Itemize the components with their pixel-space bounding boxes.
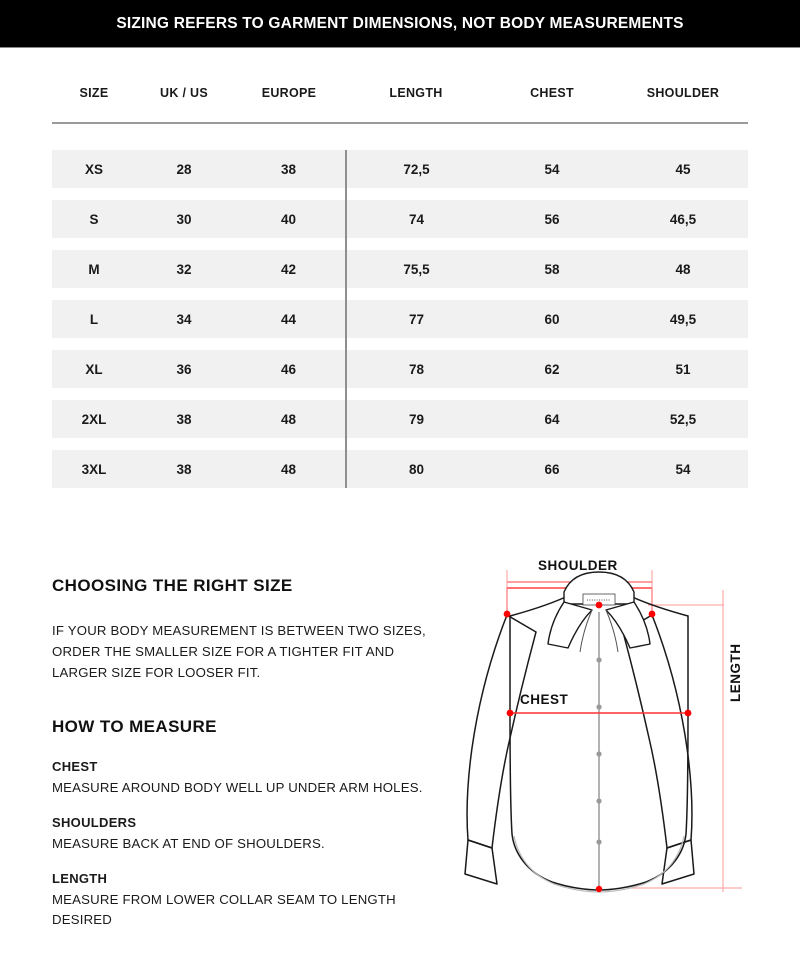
collar-point-left — [548, 602, 592, 648]
cell-length: 80 — [346, 450, 486, 488]
cell-uk-us: 38 — [136, 400, 232, 438]
cell-europe: 48 — [232, 450, 346, 488]
row-spacer — [52, 388, 748, 400]
cell-length: 77 — [346, 300, 486, 338]
cell-uk-us: 30 — [136, 200, 232, 238]
header-divider-line — [52, 122, 748, 124]
measure-desc-shoulders: MEASURE BACK AT END OF SHOULDERS. — [52, 836, 325, 851]
cell-size: XL — [52, 350, 136, 388]
table-row — [52, 450, 748, 488]
cell-chest: 64 — [486, 400, 618, 438]
cell-size: XS — [52, 150, 136, 188]
cell-shoulder: 46,5 — [618, 200, 748, 238]
diagram-label-chest: CHEST — [520, 692, 569, 707]
cell-europe: 48 — [232, 400, 346, 438]
cell-uk-us: 36 — [136, 350, 232, 388]
cell-uk-us: 28 — [136, 150, 232, 188]
column-header-europe: EUROPE — [261, 86, 317, 100]
row-spacer — [52, 338, 748, 350]
point-shoulder-right — [649, 611, 656, 618]
measure-block-chest — [52, 759, 452, 798]
cell-europe: 40 — [232, 200, 346, 238]
point-hem-bottom — [596, 886, 602, 892]
diagram-label-length: LENGTH — [728, 643, 743, 702]
cell-europe: 44 — [232, 300, 346, 338]
button-5 — [596, 839, 601, 844]
cell-length: 78 — [346, 350, 486, 388]
row-spacer — [52, 188, 748, 200]
cell-size: 3XL — [52, 450, 136, 488]
measure-term-shoulders: SHOULDERS — [52, 815, 137, 830]
cell-europe: 42 — [232, 250, 346, 288]
choosing-size-heading: CHOOSING THE RIGHT SIZE — [52, 576, 293, 595]
shirt-outline — [465, 594, 694, 890]
header-banner — [0, 0, 800, 48]
measure-desc-chest: MEASURE AROUND BODY WELL UP UNDER ARM HOLES. — [52, 780, 423, 795]
table-row — [52, 250, 748, 288]
button-3 — [596, 751, 601, 756]
button-placket — [596, 612, 601, 886]
measure-term-length: LENGTH — [52, 871, 108, 886]
cell-uk-us: 32 — [136, 250, 232, 288]
point-chest-right — [685, 710, 692, 717]
diagram-label-shoulder: SHOULDER — [538, 558, 618, 573]
button-1 — [596, 657, 601, 662]
row-spacer — [52, 288, 748, 300]
column-header-size: SIZE — [79, 86, 109, 100]
table-row — [52, 350, 748, 388]
size-chart-table-container — [52, 86, 748, 488]
cell-size: 2XL — [52, 400, 136, 438]
table-header — [52, 86, 748, 150]
table-body — [52, 150, 748, 488]
table-row — [52, 200, 748, 238]
point-chest-left — [507, 710, 514, 717]
choosing-size-body: IF YOUR BODY MEASUREMENT IS BETWEEN TWO SIZES, ORDER THE SMALLER SIZE FOR A TIGHTER FIT AND LARGER SIZE FOR LOOSER FIT. — [52, 623, 426, 680]
cell-europe: 38 — [232, 150, 346, 188]
cell-length: 74 — [346, 200, 486, 238]
right-sleeve — [623, 615, 692, 848]
cell-shoulder: 54 — [618, 450, 748, 488]
column-header-shoulder: SHOULDER — [646, 86, 720, 100]
cell-chest: 56 — [486, 200, 618, 238]
size-chart-table — [52, 86, 748, 488]
cell-chest: 54 — [486, 150, 618, 188]
left-sleeve — [467, 615, 536, 848]
cell-chest: 60 — [486, 300, 618, 338]
cell-chest: 62 — [486, 350, 618, 388]
table-row — [52, 150, 748, 188]
cell-europe: 46 — [232, 350, 346, 388]
table-row — [52, 300, 748, 338]
cell-length: 72,5 — [346, 150, 486, 188]
cell-length: 75,5 — [346, 250, 486, 288]
cell-uk-us: 34 — [136, 300, 232, 338]
cell-shoulder: 48 — [618, 250, 748, 288]
point-collar-seam — [596, 602, 603, 609]
column-header-length: LENGTH — [389, 86, 443, 100]
cell-size: M — [52, 250, 136, 288]
cell-size: S — [52, 200, 136, 238]
cell-shoulder: 51 — [618, 350, 748, 388]
cell-shoulder: 49,5 — [618, 300, 748, 338]
measure-block-length — [52, 871, 452, 930]
measure-block-shoulders — [52, 815, 452, 854]
shirt-diagram-svg — [452, 552, 800, 924]
cell-uk-us: 38 — [136, 450, 232, 488]
how-to-measure-heading: HOW TO MEASURE — [52, 717, 217, 736]
banner-title: SIZING REFERS TO GARMENT DIMENSIONS, NOT BODY MEASUREMENTS — [116, 14, 684, 32]
collar-point-right — [606, 602, 650, 648]
table-header-row — [52, 86, 748, 122]
guidance-column — [52, 576, 452, 947]
cell-shoulder: 52,5 — [618, 400, 748, 438]
cell-shoulder: 45 — [618, 150, 748, 188]
cell-chest: 66 — [486, 450, 618, 488]
cell-size: L — [52, 300, 136, 338]
button-2 — [596, 704, 601, 709]
measure-term-chest: CHEST — [52, 759, 98, 774]
table-row — [52, 400, 748, 438]
header-rule-row — [52, 122, 748, 150]
column-header-uk-us: UK / US — [160, 86, 208, 100]
cell-length: 79 — [346, 400, 486, 438]
point-shoulder-left — [504, 611, 511, 618]
row-spacer — [52, 238, 748, 250]
shirt-measurement-diagram — [452, 552, 800, 924]
measure-desc-length: MEASURE FROM LOWER COLLAR SEAM TO LENGTH DESIRED — [52, 892, 396, 927]
row-spacer — [52, 438, 748, 450]
button-4 — [596, 798, 601, 803]
cell-chest: 58 — [486, 250, 618, 288]
column-header-chest: CHEST — [530, 86, 574, 100]
header-rule-cell — [52, 122, 748, 150]
